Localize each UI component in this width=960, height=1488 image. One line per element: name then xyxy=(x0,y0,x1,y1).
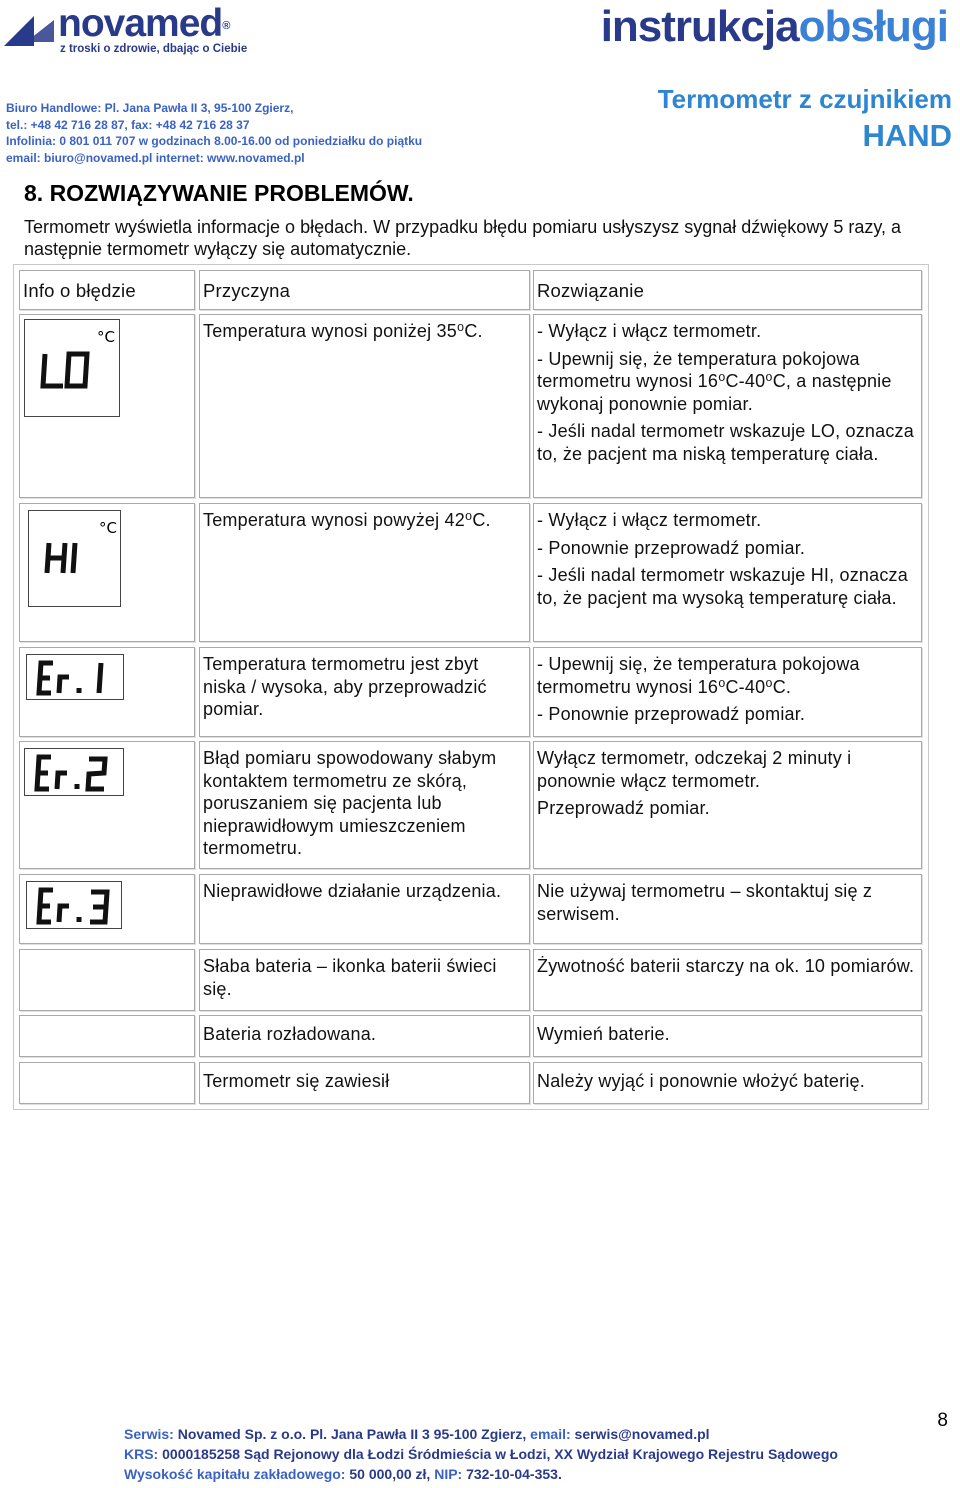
lcd-display-icon xyxy=(28,510,121,607)
table-row xyxy=(19,314,195,498)
footer-label: NIP: xyxy=(434,1466,463,1482)
solution-text xyxy=(537,880,919,930)
cause-text: Bateria rozładowana. xyxy=(203,1024,377,1044)
logo-name: novamed xyxy=(58,2,223,45)
cause-text: Temperatura wynosi powyżej 42⁰C. xyxy=(203,510,491,530)
table-cell xyxy=(199,949,530,1011)
cause-text: Nieprawidłowe działanie urządzenia. xyxy=(203,881,502,901)
footer-value: 50 000,00 zł, xyxy=(349,1466,431,1482)
table-cell xyxy=(199,741,530,869)
table-header-cell xyxy=(199,270,530,310)
solution-line: Należy wyjąć i ponownie włożyć baterię. xyxy=(537,1071,865,1091)
lcd-display-icon xyxy=(24,319,120,417)
footer-label: Serwis: xyxy=(124,1426,174,1442)
contact-block xyxy=(6,100,422,166)
solution-line: - Jeśli nadal termometr wskazuje LO, oznacza to, że pacjent ma niską temperaturę ciała. xyxy=(537,421,914,464)
novamed-logo xyxy=(4,2,284,58)
footer-label: Wysokość kapitału zakładowego: xyxy=(124,1466,346,1482)
troubleshooting-table xyxy=(13,264,929,1110)
section-title: 8. ROZWIĄZYWANIE PROBLEMÓW. xyxy=(24,180,414,206)
footer-line xyxy=(124,1444,838,1464)
lcd-display-icon xyxy=(26,881,122,929)
solution-line: - Ponownie przeprowadź pomiar. xyxy=(537,537,806,558)
section-intro: Termometr wyświetla informacje o błędach. W przypadku błędu pomiaru usłyszysz sygnał dźwiękowy 5 razy, a następnie termometr wyłączy się automatycznie. xyxy=(24,217,902,259)
solution-line: Przeprowadź pomiar. xyxy=(537,798,710,818)
footer-value: 0000185258 Sąd Rejonowy dla Łodzi Śródmieścia w Łodzi, XX Wydział Krajowego Rejestru Sądowego xyxy=(162,1446,838,1462)
logo-slogan: z troski o zdrowie, dbając o Ciebie xyxy=(60,43,248,55)
contact-line: Infolinia: 0 801 011 707 w godzinach 8.00-16.00 od poniedziałku do piątku xyxy=(6,134,423,148)
lcd-er1-icon xyxy=(27,655,125,701)
cause-text: Termometr się zawiesił xyxy=(203,1071,390,1091)
solution-line: Wyłącz termometr, odczekaj 2 minuty i ponownie włącz termometr. xyxy=(537,748,852,791)
header-cause: Przyczyna xyxy=(203,280,291,301)
table-cell xyxy=(533,741,922,869)
solution-text xyxy=(537,747,919,825)
table-cell xyxy=(533,647,922,737)
logo-registered-mark: ® xyxy=(222,20,230,32)
table-cell xyxy=(199,503,530,642)
footer-label: KRS: xyxy=(124,1446,159,1462)
table-cell xyxy=(533,874,922,944)
footer-label: email: xyxy=(530,1426,571,1442)
product-title-line2: HAND xyxy=(862,118,952,153)
table-cell xyxy=(199,1015,530,1057)
product-title-line1: Termometr z czujnikiem xyxy=(657,84,952,114)
table-cell xyxy=(533,1015,922,1057)
footer-line xyxy=(124,1464,838,1484)
table-row xyxy=(19,503,195,642)
table-cell xyxy=(199,647,530,737)
header-solution: Rozwiązanie xyxy=(537,280,645,301)
contact-line: tel.: +48 42 716 28 87, fax: +48 42 716 28 37 xyxy=(6,117,250,132)
table-row xyxy=(19,1062,195,1104)
brand-title-part2: obsługi xyxy=(798,2,948,51)
lcd-display-icon xyxy=(26,654,124,700)
solution-line: Nie używaj termometru – skontaktuj się z serwisem. xyxy=(537,881,873,924)
footer-block xyxy=(124,1424,838,1484)
table-header-cell xyxy=(533,270,922,310)
solution-text xyxy=(537,320,919,470)
contact-line: email: biuro@novamed.pl internet: www.novamed.pl xyxy=(6,150,305,165)
footer-value: serwis@novamed.pl xyxy=(574,1426,710,1442)
solution-line: - Upewnij się, że temperatura pokojowa termometru wynosi 16⁰C-40⁰C. xyxy=(537,654,860,697)
lcd-er2-icon xyxy=(25,749,125,797)
header-info: Info o błędzie xyxy=(23,280,136,301)
table-row xyxy=(19,741,195,869)
lcd-display-icon xyxy=(24,748,124,796)
solution-line: - Ponownie przeprowadź pomiar. xyxy=(537,704,806,724)
table-cell xyxy=(533,503,922,642)
footer-value: Novamed Sp. z o.o. Pl. Jana Pawła II 3 95-100 Zgierz, xyxy=(177,1426,527,1442)
table-cell xyxy=(199,1062,530,1104)
solution-text xyxy=(537,653,919,731)
page-number: 8 xyxy=(937,1410,948,1431)
table-row xyxy=(19,647,195,737)
table-row xyxy=(19,874,195,944)
solution-line: - Wyłącz i włącz termometr. xyxy=(537,321,762,341)
lcd-lo-icon xyxy=(25,320,121,418)
table-row xyxy=(19,1015,195,1057)
table-row xyxy=(19,949,195,1011)
table-cell xyxy=(199,874,530,944)
footer-value: 732-10-04-353. xyxy=(466,1466,562,1482)
solution-line: Wymień baterie. xyxy=(537,1024,670,1044)
solution-line: - Jeśli nadal termometr wskazuje HI, oznacza to, że pacjent ma wysoką temperaturę ciała. xyxy=(537,565,908,608)
cause-text: Błąd pomiaru spowodowany słabym kontaktem termometru ze skórą, poruszaniem się pacjenta lub nieprawidłowym umieszczeniem termometru. xyxy=(203,748,497,858)
lcd-unit: °C xyxy=(99,519,117,537)
lcd-hi-icon xyxy=(29,511,122,608)
product-title xyxy=(658,84,952,154)
brand-title xyxy=(601,2,948,52)
cause-text: Temperatura termometru jest zbyt niska / wysoka, aby przeprowadzić pomiar. xyxy=(203,654,487,719)
contact-line: Biuro Handlowe: Pl. Jana Pawła II 3, 95-100 Zgierz, xyxy=(6,101,294,115)
lcd-er3-icon xyxy=(27,882,123,930)
solution-text xyxy=(537,1023,919,1051)
lcd-unit: °C xyxy=(97,328,115,346)
footer-line xyxy=(124,1424,838,1444)
solution-line: - Wyłącz i włącz termometr. xyxy=(537,510,762,530)
solution-text xyxy=(537,509,919,614)
solution-line: - Upewnij się, że temperatura pokojowa termometru wynosi 16⁰C-40⁰C, a następnie wykonaj ponownie pomiar. xyxy=(537,348,892,414)
table-cell xyxy=(199,314,530,498)
cause-text: Temperatura wynosi poniżej 35⁰C. xyxy=(203,321,483,341)
logo-mark-icon xyxy=(4,12,56,52)
table-cell xyxy=(533,1062,922,1104)
solution-text xyxy=(537,955,919,983)
solution-line: Żywotność baterii starczy na ok. 10 pomiarów. xyxy=(537,956,915,976)
table-header-cell xyxy=(19,270,195,310)
table-cell xyxy=(533,949,922,1011)
brand-title-part1: instrukcja xyxy=(600,2,799,51)
solution-text xyxy=(537,1070,919,1098)
cause-text: Słaba bateria – ikonka baterii świeci się. xyxy=(203,956,497,999)
table-cell xyxy=(533,314,922,498)
